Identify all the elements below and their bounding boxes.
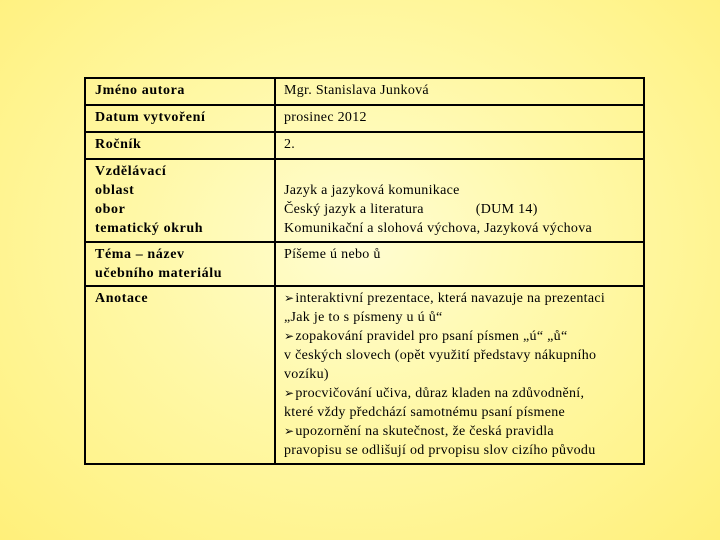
annotation-label: Anotace: [85, 286, 275, 464]
area-label-line: oblast: [95, 183, 135, 198]
arrowhead-bullet-icon: ➢: [284, 424, 295, 438]
date-label: Datum vytvoření: [85, 105, 275, 132]
annotation-line: „Jak je to s písmeny u ú ů“: [284, 310, 443, 325]
annotation-text: interaktivní prezentace, která navazuje na prezentaci: [295, 291, 606, 306]
annotation-text: zopakování pravidel pro psaní písmen „ú“ „ů“: [295, 329, 568, 344]
author-value: Mgr. Stanislava Junková: [275, 78, 644, 105]
thematic-topic-value: Komunikační a slohová výchova, Jazyková výchova: [284, 221, 593, 236]
annotation-line: v českých slovech (opět využití představy nákupního: [284, 348, 597, 363]
educational-area-value: Jazyk a jazyková komunikace: [284, 183, 460, 198]
metadata-table: [84, 77, 645, 465]
subject-line: [284, 200, 638, 219]
grade-label: Ročník: [85, 132, 275, 159]
area-label-line: tematický okruh: [95, 221, 204, 236]
area-value-cell: [275, 159, 644, 242]
title-value: Píšeme ú nebo ů: [275, 242, 644, 286]
table-row-author: [85, 78, 644, 105]
area-label-cell: [85, 159, 275, 242]
title-label-cell: [85, 242, 275, 286]
annotation-line: vozíku): [284, 367, 329, 382]
annotation-line: pravopisu se odlišují od prvopisu slov cizího původu: [284, 443, 596, 458]
annotation-line: [284, 384, 638, 403]
title-label-line: Téma – název: [95, 247, 185, 262]
grade-value: 2.: [275, 132, 644, 159]
annotation-value-cell: [275, 286, 644, 464]
date-value: prosinec 2012: [275, 105, 644, 132]
area-label-line: Vzdělávací: [95, 164, 167, 179]
author-label: Jméno autora: [85, 78, 275, 105]
table-row-grade: [85, 132, 644, 159]
arrowhead-bullet-icon: ➢: [284, 329, 295, 343]
annotation-text: procvičování učiva, důraz kladen na zdůvodnění,: [295, 386, 585, 401]
table-row-title: [85, 242, 644, 286]
annotation-line: které vždy předchází samotnému psaní písmene: [284, 405, 566, 420]
annotation-text: upozornění na skutečnost, že česká pravidla: [295, 424, 554, 439]
arrowhead-bullet-icon: ➢: [284, 386, 295, 400]
annotation-line: [284, 327, 638, 346]
table-row-area: [85, 159, 644, 242]
title-label-line: učebního materiálu: [95, 266, 223, 281]
subject-value: Český jazyk a literatura: [284, 202, 424, 217]
annotation-line: [284, 289, 638, 308]
table-row-annotation: [85, 286, 644, 464]
annotation-line: [284, 422, 638, 441]
dum-number: (DUM 14): [475, 202, 538, 217]
arrowhead-bullet-icon: ➢: [284, 291, 295, 305]
area-label-line: obor: [95, 202, 126, 217]
table-row-date: [85, 105, 644, 132]
